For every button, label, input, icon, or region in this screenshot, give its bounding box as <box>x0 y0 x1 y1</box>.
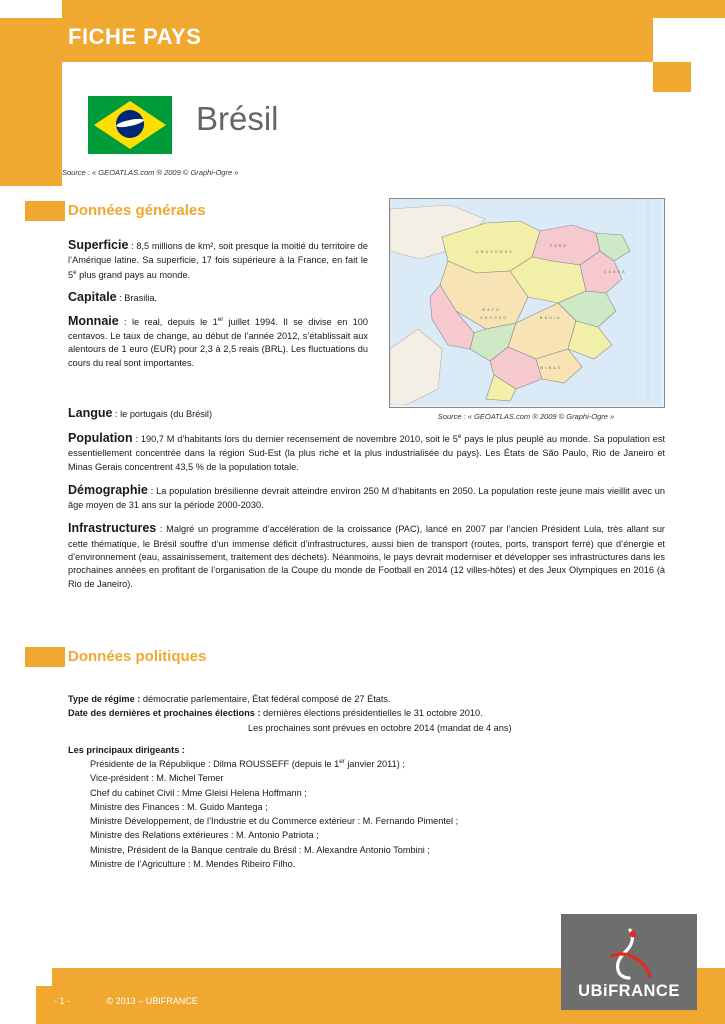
leader-item: Présidente de la République : Dilma ROUSSEFF (depuis le 1er janvier 2011) ; <box>90 758 405 770</box>
label-langue: Langue <box>68 406 113 420</box>
ubifrance-logo <box>561 914 697 1010</box>
brazil-map <box>389 198 665 408</box>
value-monnaie: : le real, depuis le 1er juillet 1994. Il se divise en 100 centavos. Le taux de change, au début de l’année 2012, s’établissait aux alentours de 1 euro (EUR) pour 2,3 à 2,5 reais (BRL). Les fluctuations du cours du real sont importantes. <box>68 315 368 368</box>
value-elections: dernières élections présidentielles le 31 octobre 2010. <box>260 708 483 719</box>
value-regime: démocratie parlementaire, État fédéral composé de 27 États. <box>140 694 391 704</box>
leader-item: Ministre des Relations extérieures : M. Antonio Patriota ; <box>90 830 319 841</box>
value-demographie: : La population brésilienne devrait atteindre environ 250 M d’habitants en 2050. La population reste jeune mais vieillit avec un âge moyen de 31 ans sur la période 2000-2030. <box>68 485 665 511</box>
value-infrastructures: : Malgré un programme d’accélération de la croissance (PAC), lancé en 2007 par l’ancien Président Lula, très allant sur cette thématique, le Brésil souffre d’un immense déficit d’infrastructures, aussi bien de transport (routes, ports, transport ferré) que d’énergie et d’environnement (eau, assainissement, traitement des déchets). Néanmoins, le pays devrait moderniser et développer ses infrastructures dans les prochaines années en profitant de l’organisation de la Coupe du monde de Football en 2014 (12 villes-hôtes) et des Jeux Olympiques en 2016 (à Rio de Janeiro). <box>68 524 665 589</box>
elections-next-line: Les prochaines sont prévues en octobre 2014 (mandat de 4 ans) <box>248 722 512 733</box>
svg-text:A M A Z O N A S: A M A Z O N A S <box>476 250 513 254</box>
leader-item: Vice-président : M. Michel Temer <box>90 773 224 784</box>
footer-notch <box>0 968 52 986</box>
header-source-note: Source : « GEOATLAS.com ® 2009 © Graphi-Ogre » <box>62 168 239 177</box>
brazil-flag-icon <box>88 96 172 154</box>
svg-text:C E A R Á: C E A R Á <box>604 270 626 274</box>
value-superficie: : 8,5 millions de km², soit presque la moitié du territoire de l’Amérique latine. Sa superficie, 17 fois supérieure à la France, en fait le 5e plus grand pays au monde. <box>68 241 368 280</box>
label-monnaie: Monnaie <box>68 314 119 328</box>
map-source-note: Source : « GEOATLAS.com ® 2009 © Graphi-Ogre » <box>437 412 615 421</box>
header-square-white <box>653 18 691 62</box>
leader-item: Ministre des Finances : M. Guido Mantega ; <box>90 801 268 812</box>
header-square-orange <box>653 62 691 92</box>
regime-line <box>68 692 668 706</box>
leader-item: Chef du cabinet Civil : Mme Gleisi Helena Hoffmann ; <box>90 787 307 798</box>
label-population: Population <box>68 431 133 446</box>
page-title: Brésil <box>196 100 279 137</box>
label-elections: Date des dernières et prochaines élections : <box>68 708 261 719</box>
leader-item: Ministre, Président de la Banque centrale du Brésil : M. Alexandre Antonio Tombini ; <box>90 844 430 855</box>
general-full-width <box>68 404 665 591</box>
section-title-politics: Données politiques <box>68 648 207 665</box>
section-title-general: Données générales <box>68 202 206 219</box>
ubifrance-logo-text: UBiFRANCE <box>578 982 680 1000</box>
svg-text:P A R Á: P A R Á <box>550 244 567 248</box>
header-square-white-2 <box>691 18 725 62</box>
document-kicker: FICHE PAYS <box>68 24 202 49</box>
ubifrance-mark-icon <box>600 926 658 982</box>
value-population: : 190,7 M d’habitants lors du dernier recensement de novembre 2010, soit le 5e pays le plus peuplé au monde. Sa population est essentiellement concentrée dans la région Sud-Est (la plus riche et la plus industrialisée du pays). Les États de São Paulo, Rio de Janeiro et Minas Gerais concentrent 43,5 % de la population totale. <box>68 433 666 472</box>
politics-block <box>68 692 668 871</box>
leader-item: Ministre de l’Agriculture : M. Mendes Ribeiro Filho. <box>90 858 296 869</box>
header-notch <box>0 0 62 18</box>
section-tab-politics <box>25 647 65 667</box>
copyright: © 2013 – UBIFRANCE <box>106 996 198 1006</box>
svg-text:B A H I A: B A H I A <box>540 316 561 320</box>
label-regime: Type de régime : <box>68 694 141 704</box>
general-left-column <box>68 236 368 370</box>
leader-item: Ministre Développement, de l’Industrie et du Commerce extérieur : M. Fernando Pimentel ; <box>90 816 459 827</box>
value-langue: : le portugais (du Brésil) <box>112 409 213 419</box>
page-number: - 1 - <box>54 996 71 1006</box>
label-demographie: Démographie <box>68 482 148 497</box>
label-capitale: Capitale <box>68 289 117 304</box>
elections-line <box>68 706 668 720</box>
section-tab-general <box>25 201 65 221</box>
label-infrastructures: Infrastructures <box>68 521 157 536</box>
value-capitale: : Brasilia. <box>116 292 157 303</box>
footer-text <box>54 996 198 1006</box>
label-superficie: Superficie <box>68 238 129 252</box>
label-leaders: Les principaux dirigeants : <box>68 744 185 755</box>
svg-text:G R O S S O: G R O S S O <box>480 316 507 320</box>
svg-text:M I N A S: M I N A S <box>540 366 561 370</box>
svg-text:M A T O: M A T O <box>482 308 500 312</box>
